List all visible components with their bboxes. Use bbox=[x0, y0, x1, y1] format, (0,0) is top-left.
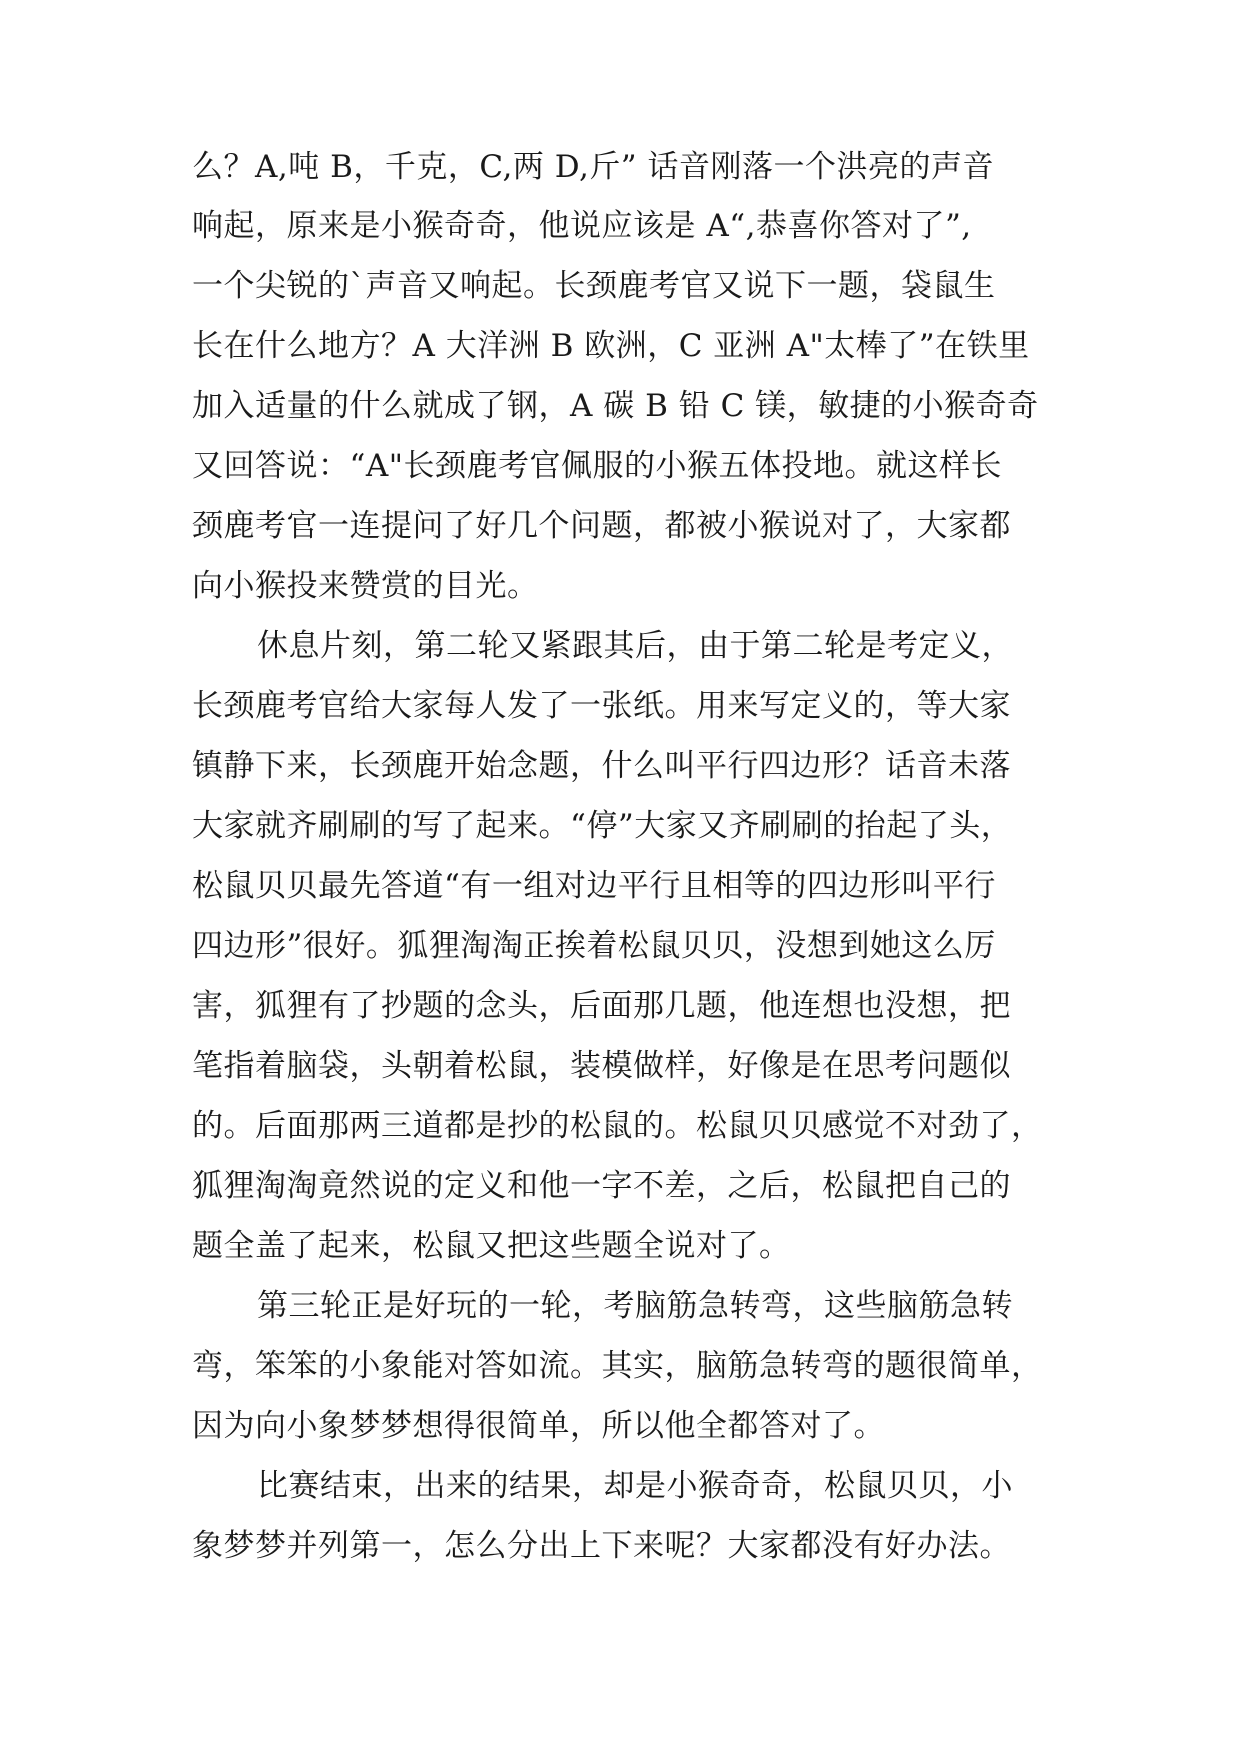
text-line: 题全盖了起来，松鼠又把这些题全说对了。 bbox=[192, 1228, 791, 1264]
text-line: 又回答说：“A"长颈鹿考官佩服的小猴五体投地。就这样长 bbox=[192, 448, 1002, 484]
text-line: 象梦梦并列第一，怎么分出上下来呢？大家都没有好办法。 bbox=[192, 1528, 1011, 1564]
paragraph-first-line: 比赛结束，出来的结果，却是小猴奇奇，松鼠贝贝，小 bbox=[257, 1468, 1013, 1504]
text-line: 么？A,吨 B，千克，C,两 D,斤” 话音刚落一个洪亮的声音 bbox=[192, 149, 995, 185]
text-line: 加入适量的什么就成了钢，A 碳 B 铅 C 镁，敏捷的小猴奇奇 bbox=[192, 388, 1039, 424]
text-line: 的。后面那两三道都是抄的松鼠的。松鼠贝贝感觉不对劲了， bbox=[192, 1108, 1043, 1144]
text-line: 响起，原来是小猴奇奇，他说应该是 A“,恭喜你答对了”, bbox=[192, 208, 972, 244]
paragraph-first-line: 第三轮正是好玩的一轮，考脑筋急转弯，这些脑筋急转 bbox=[257, 1288, 1013, 1324]
text-line: 向小猴投来赞赏的目光。 bbox=[192, 568, 539, 604]
paragraph-first-line: 休息片刻，第二轮又紧跟其后，由于第二轮是考定义， bbox=[257, 628, 1013, 664]
text-line: 害，狐狸有了抄题的念头，后面那几题，他连想也没想，把 bbox=[192, 988, 1011, 1024]
text-line: 四边形”很好。狐狸淘淘正挨着松鼠贝贝，没想到她这么厉 bbox=[192, 928, 996, 964]
text-line: 笔指着脑袋，头朝着松鼠，装模做样，好像是在思考问题似 bbox=[192, 1048, 1011, 1084]
text-line: 松鼠贝贝最先答道“有一组对边平行且相等的四边形叫平行 bbox=[192, 868, 996, 904]
text-line: 长在什么地方？A 大洋洲 B 欧洲，C 亚洲 A"太棒了”在铁里 bbox=[192, 328, 1030, 364]
text-line: 颈鹿考官一连提问了好几个问题，都被小猴说对了，大家都 bbox=[192, 508, 1011, 544]
text-line: 镇静下来，长颈鹿开始念题，什么叫平行四边形？话音未落 bbox=[192, 748, 1011, 784]
text-line: 一个尖锐的`声音又响起。长颈鹿考官又说下一题，袋鼠生 bbox=[192, 268, 996, 304]
text-line: 弯，笨笨的小象能对答如流。其实，脑筋急转弯的题很简单， bbox=[192, 1348, 1043, 1384]
text-line: 大家就齐刷刷的写了起来。“停”大家又齐刷刷的抬起了头， bbox=[192, 808, 1013, 844]
text-line: 长颈鹿考官给大家每人发了一张纸。用来写定义的，等大家 bbox=[192, 688, 1011, 724]
text-line: 因为向小象梦梦想得很简单，所以他全都答对了。 bbox=[192, 1408, 885, 1444]
text-line: 狐狸淘淘竟然说的定义和他一字不差，之后，松鼠把自己的 bbox=[192, 1168, 1011, 1204]
